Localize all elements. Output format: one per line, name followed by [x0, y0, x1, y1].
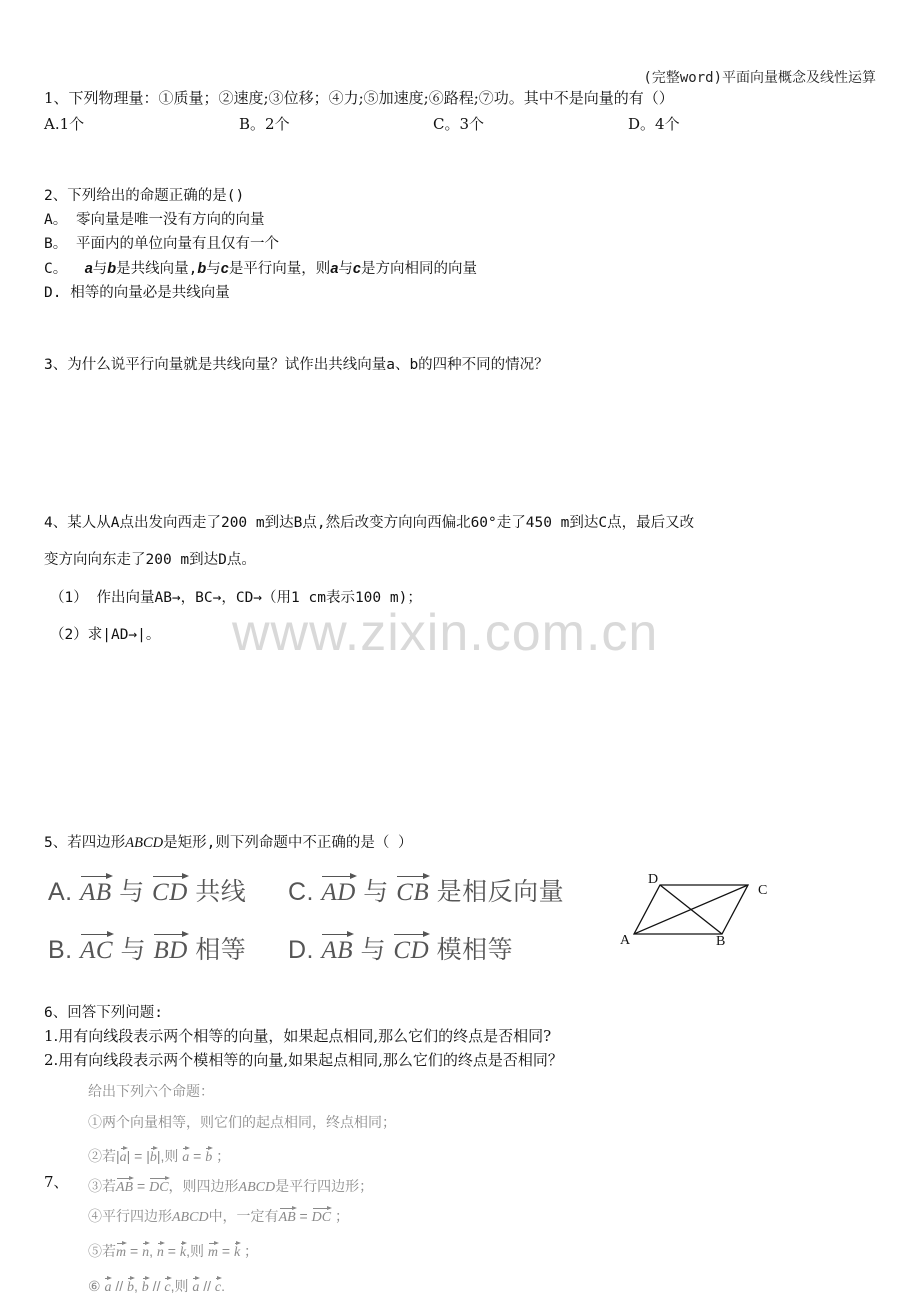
text: ,则 [170, 1278, 189, 1294]
q5-option-d [288, 930, 513, 966]
q3-stem: 3、为什么说平行向量就是共线向量？试作出共线向量a、b的四种不同的情况？ [44, 357, 549, 373]
q1-stem: 1、下列物理量：①质量；②速度;③位移；④力;⑤加速度;⑥路程;⑦功。其中不是向量的有（） [44, 89, 674, 107]
q1-option-a: A.1个 [44, 115, 85, 133]
vertex-label-b: B [716, 934, 726, 949]
q7-proposition-4: ④平行四边形ABCD中，一定有AB = DC ； [88, 1208, 349, 1225]
q5-option-a [48, 872, 246, 908]
text: 与 [119, 878, 145, 906]
text: 与 [360, 936, 386, 964]
quad-name: ABCD [125, 835, 164, 851]
vector-c: c [214, 1280, 222, 1295]
q1-option-c: C。3个 [433, 115, 485, 133]
vector-c: c [352, 261, 361, 277]
text: 5、若四边形 [44, 835, 126, 851]
vector-b: b [205, 1150, 213, 1165]
q6-stem: 6、回答下列问题: [44, 1005, 163, 1021]
vector-ac: AC [80, 937, 114, 964]
q2-option-b: B。 平面内的单位向量有且仅有一个 [44, 236, 279, 252]
vector-b: b [107, 261, 117, 277]
vector-c: c [220, 261, 229, 277]
q1-option-b: B。2个 [239, 115, 290, 133]
vector-dc: DC [149, 1180, 169, 1195]
vector-cb: CB [396, 879, 430, 906]
q7-proposition-5: ⑤若m = n, n = k,则 m = k ； [88, 1243, 259, 1260]
option-label: C. [288, 878, 314, 906]
q4-line1: 4、某人从A点出发向西走了200 m到达B点,然后改变方向向西偏北60°走了450 m到达C点，最后又改 [44, 515, 695, 531]
text: 中，一定有 [208, 1208, 279, 1224]
text: 是共线向量, [116, 261, 198, 277]
vector-ab: AB [80, 879, 112, 906]
vector-ab: AB [321, 937, 353, 964]
vector-m: m [116, 1245, 127, 1260]
vector-a: a [192, 1280, 200, 1295]
text: 与 [120, 936, 146, 964]
text: 与 [92, 261, 108, 277]
vertex-label-c: C [758, 883, 768, 898]
text: 是平行向量，则 [228, 261, 331, 277]
text: 与 [363, 878, 389, 906]
quad-name: ABCD [172, 1210, 209, 1225]
vector-k: k [179, 1245, 187, 1260]
q4-part2: （2）求|AD→|。 [50, 627, 161, 643]
q6-item-2: 2.用有向线段表示两个模相等的向量,如果起点相同,那么它们的终点是否相同？ [44, 1051, 563, 1069]
vector-c: c [164, 1280, 171, 1295]
text: 模相等 [436, 936, 514, 964]
vector-b: b [197, 261, 207, 277]
text: ,则 [160, 1148, 179, 1164]
text: 是相反向量 [436, 878, 565, 906]
vector-n: n [156, 1245, 164, 1260]
text: 相等 [195, 936, 247, 964]
diagonal-bd [660, 885, 722, 934]
vector-a: a [119, 1150, 127, 1165]
q2-stem: 2、下列给出的命题正确的是() [44, 188, 245, 204]
q4-part1: （1） 作出向量AB→，BC→，CD→（用1 cm表示100 m)； [50, 590, 422, 606]
vector-a: a [84, 261, 93, 277]
vector-n: n [142, 1245, 150, 1260]
quad-name: ABCD [238, 1180, 276, 1195]
vector-m: m [207, 1245, 218, 1260]
q7-proposition-1: ①两个向量相等，则它们的起点相同，终点相同； [88, 1114, 396, 1130]
text: ,则 [186, 1243, 204, 1259]
vector-ab: AB [116, 1180, 134, 1195]
text: ，则四边形 [168, 1178, 239, 1194]
vector-dc: DC [311, 1210, 332, 1225]
q7-proposition-2: ②若|a| = |b|,则 a = b ； [88, 1148, 231, 1165]
option-label: B. [48, 936, 73, 964]
q7-label: 7、 [44, 1173, 69, 1191]
vertex-label-a: A [620, 933, 631, 948]
vector-a: a [330, 261, 339, 277]
text: 是平行四边形； [275, 1178, 374, 1194]
q2-option-d: D. 相等的向量必是共线向量 [44, 285, 230, 301]
text: 是矩形,则下列命题中不正确的是（ ） [163, 835, 413, 851]
text: 与 [206, 261, 221, 277]
vector-b: b [127, 1280, 135, 1295]
vector-cd: CD [152, 879, 188, 906]
vector-b: b [149, 1150, 157, 1165]
vector-a: a [104, 1280, 112, 1295]
vector-a: a [182, 1150, 190, 1165]
text: 与 [338, 261, 353, 277]
watermark: www.zixin.com.cn [232, 604, 659, 662]
text: ④平行四边形 [88, 1208, 172, 1224]
q4-line2: 变方向向东走了200 m到达D点。 [44, 552, 256, 568]
vertex-label-d: D [648, 872, 659, 887]
vector-b: b [141, 1280, 149, 1295]
q2-option-a: A。 零向量是唯一没有方向的向量 [44, 212, 265, 228]
text: ②若 [88, 1148, 116, 1164]
option-label: D. [288, 936, 314, 964]
q7-proposition-6: ⑥ a // b, b // c,则 a // c. [88, 1278, 226, 1295]
q7-intro: 给出下列六个命题： [88, 1083, 214, 1099]
text: ③若 [88, 1178, 116, 1194]
text: 共线 [195, 878, 247, 906]
vector-ad: AD [321, 879, 356, 906]
q6-item-1: 1.用有向线段表示两个相等的向量，如果起点相同,那么它们的终点是否相同? [44, 1027, 552, 1045]
q2-c-label: C。 [44, 261, 68, 277]
q2-option-c [44, 259, 477, 279]
q5-option-b [48, 930, 246, 966]
text: ⑥ [88, 1278, 101, 1294]
document-header: (完整word)平面向量概念及线性运算 [643, 70, 876, 86]
q1-option-d: D。4个 [628, 115, 680, 133]
parallelogram-figure [612, 866, 782, 952]
vector-cd: CD [393, 937, 430, 964]
vector-ab: AB [278, 1210, 296, 1225]
q5-stem [44, 833, 413, 853]
q5-option-c [288, 872, 564, 908]
vector-k: k [233, 1245, 241, 1260]
option-label: A. [48, 878, 73, 906]
q7-proposition-3: ③若AB = DC，则四边形ABCD是平行四边形； [88, 1178, 374, 1195]
text: 是方向相同的向量 [360, 261, 477, 277]
vector-bd: BD [153, 937, 188, 964]
text: ⑤若 [88, 1243, 116, 1259]
